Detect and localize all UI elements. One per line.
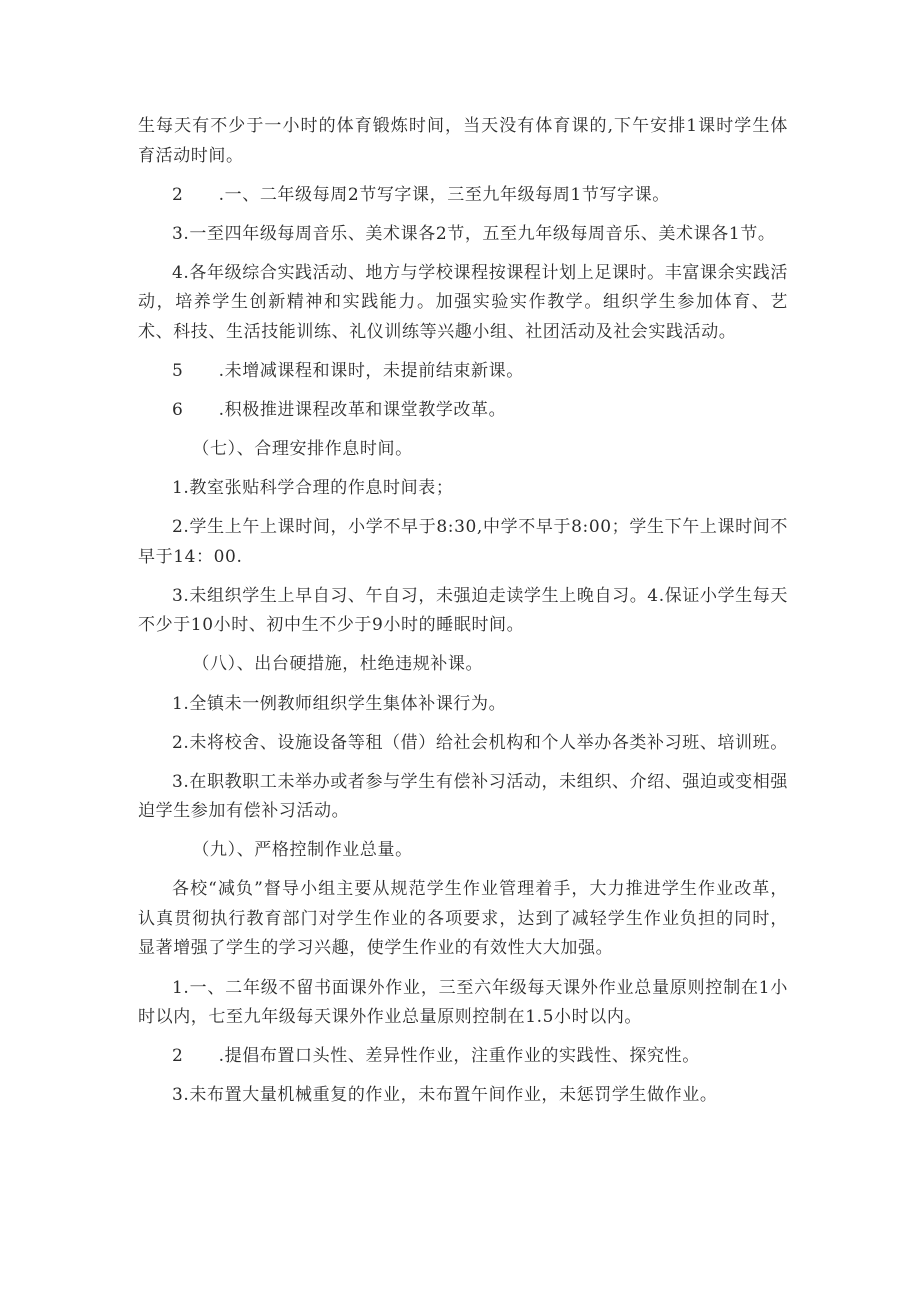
section-heading-9: （九）、严格控制作业总量。	[192, 840, 413, 861]
paragraph-schedule-3: 3.未组织学生上早自习、午自习，未强迫走读学生上晚自习。4.保证小学生每天不少于10小时、初中生不少于9小时的睡眠时间。	[138, 585, 788, 636]
paragraph-tutoring-3: 3.在职教职工未举办或者参与学生有偿补习活动，未组织、介绍、强迫或变相强迫学生参加有偿补习活动。	[138, 771, 788, 822]
paragraph-homework-2: 2 .提倡布置口头性、差异性作业，注重作业的实践性、探究性。	[172, 1046, 700, 1067]
paragraph-tutoring-2: 2.未将校舍、设施设备等租（借）给社会机构和个人举办各类补习班、培训班。	[172, 732, 788, 753]
paragraph-homework-intro: 各校“减负”督导小组主要从规范学生作业管理着手，大力推进学生作业改革，认真贯彻执行教育部门对学生作业的各项要求，达到了减轻学生作业负担的同时，显著增强了学生的学习兴趣，使学生作业的有效性大大加强。	[138, 879, 788, 959]
paragraph-tutoring-1: 1.全镇未一例教师组织学生集体补课行为。	[172, 693, 507, 714]
paragraph-item-5-courses: 5 .未增减课程和课时，未提前结束新课。	[172, 360, 524, 381]
paragraph-homework-3: 3.未布置大量机械重复的作业，未布置午间作业，未惩罚学生做作业。	[172, 1085, 718, 1106]
paragraph-schedule-1: 1.教室张贴科学合理的作息时间表；	[172, 478, 454, 499]
section-heading-8: （八）、出台硬措施，杜绝违规补课。	[192, 654, 484, 675]
paragraph-item-3-music-art: 3.一至四年级每周音乐、美术课各2节，五至九年级每周音乐、美术课各1节。	[172, 223, 776, 244]
document-body	[138, 112, 788, 1120]
paragraph-item-2-writing: 2 .一、二年级每周2节写字课，三至九年级每周1节写字课。	[172, 184, 670, 205]
paragraph-item-6-reform: 6 .积极推进课程改革和课堂教学改革。	[172, 399, 507, 420]
section-heading-7: （七）、合理安排作息时间。	[192, 439, 413, 460]
paragraph-continuation: 生每天有不少于一小时的体育锻炼时间，当天没有体育课的,下午安排1课时学生体育活动时间。	[138, 116, 788, 166]
paragraph-item-4-activities: 4.各年级综合实践活动、地方与学校课程按课程计划上足课时。丰富课余实践活动，培养学生创新精神和实践能力。加强实验实作教学。组织学生参加体育、艺术、科技、生活技能训练、礼仪训练等兴趣小组、社团活动及社会实践活动。	[138, 262, 788, 342]
paragraph-schedule-2: 2.学生上午上课时间，小学不早于8:30,中学不早于8:00；学生下午上课时间不早于14：00.	[138, 517, 788, 567]
paragraph-homework-1: 1.一、二年级不留书面课外作业，三至六年级每天课外作业总量原则控制在1小时以内，七至九年级每天课外作业总量原则控制在1.5小时以内。	[138, 977, 788, 1027]
